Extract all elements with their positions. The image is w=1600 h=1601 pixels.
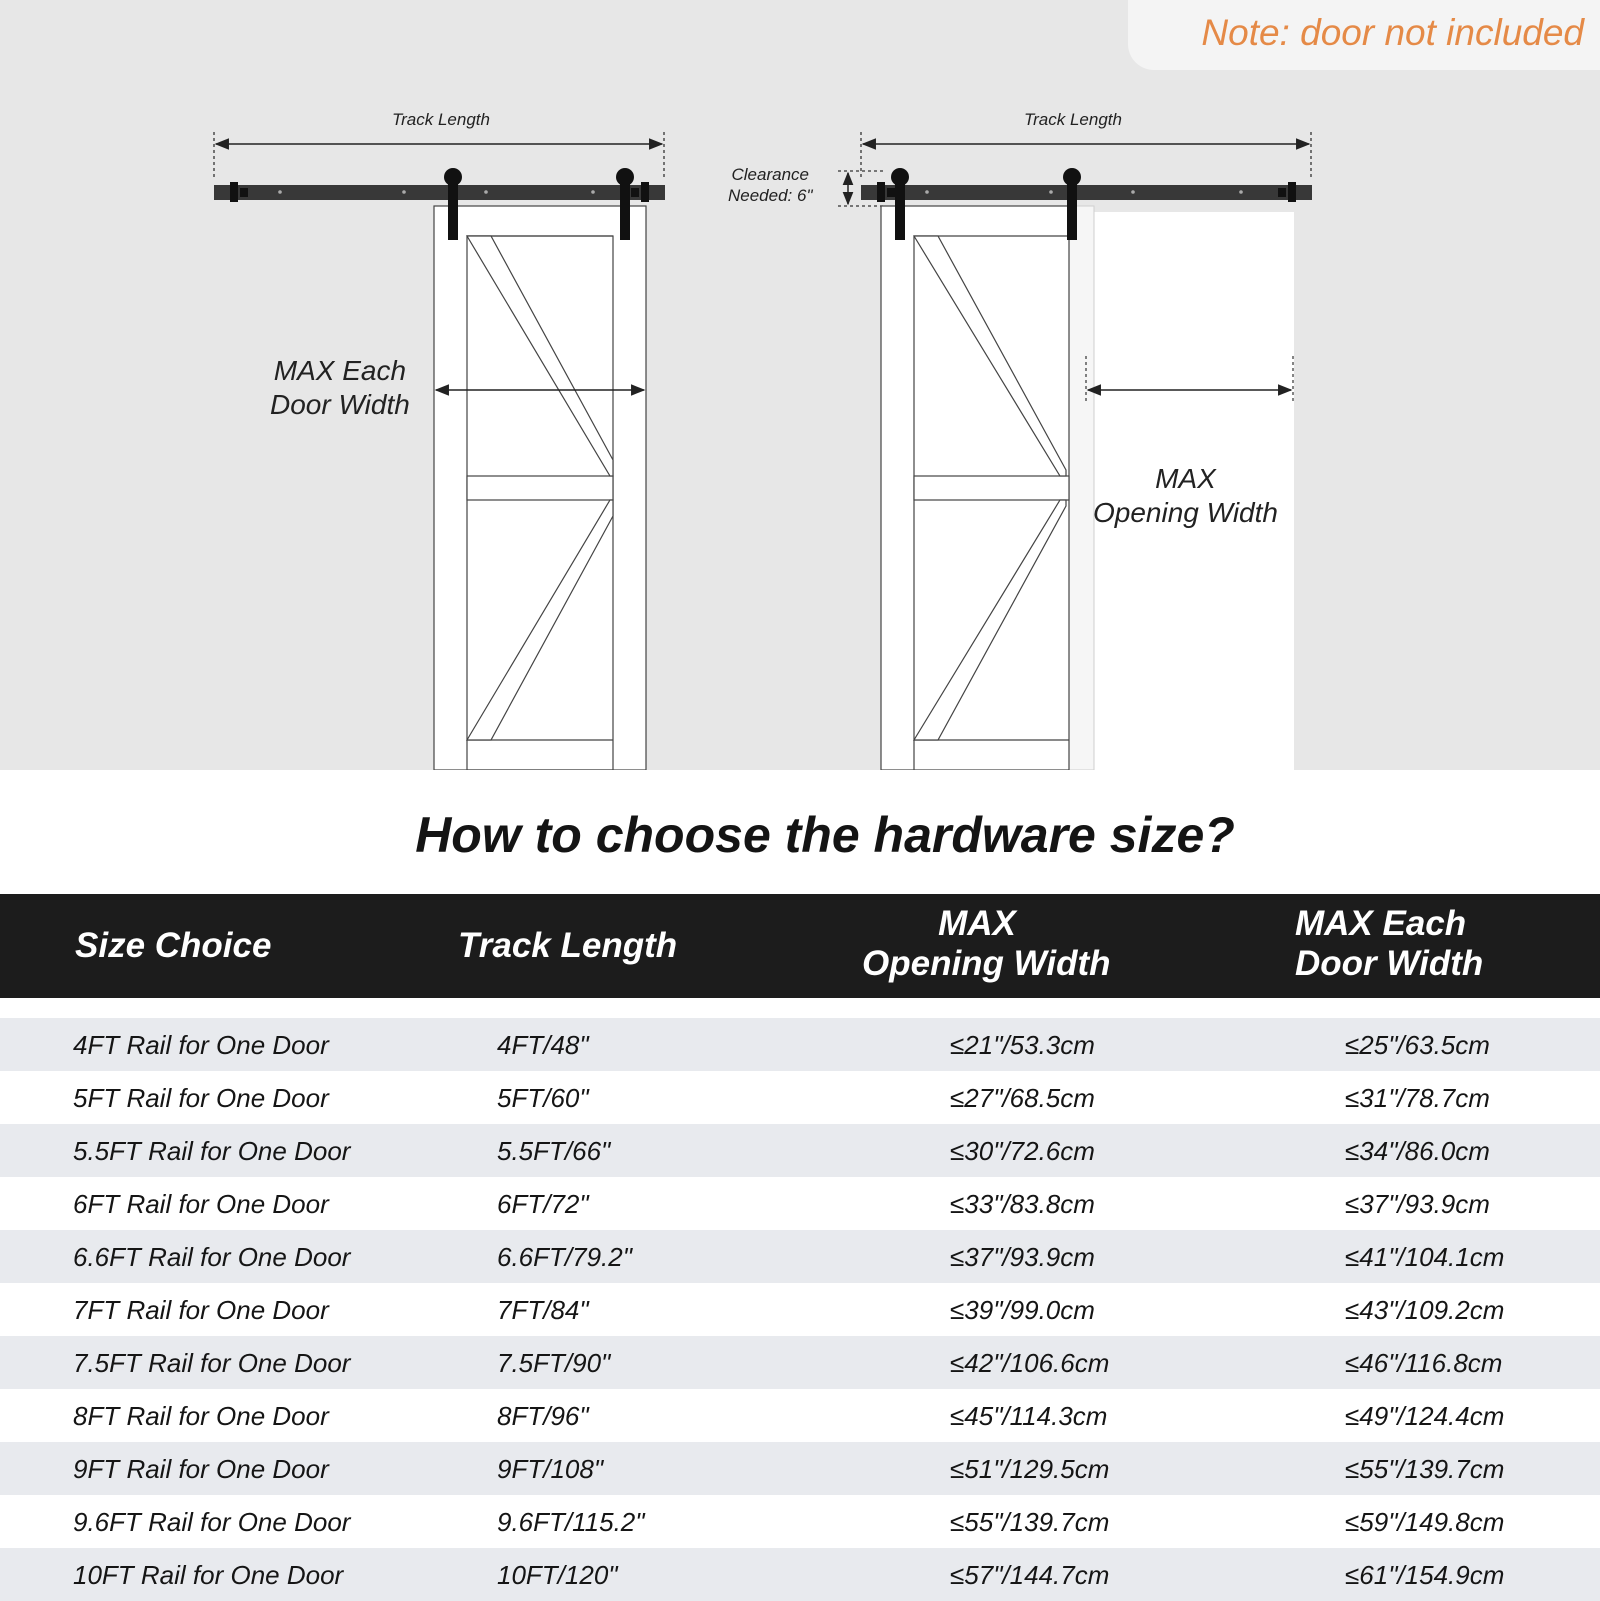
cell-size-choice: 10FT Rail for One Door <box>73 1560 344 1590</box>
cell-max-opening-width: ≤51"/129.5cm <box>950 1454 1110 1484</box>
cell-max-opening-width: ≤37"/93.9cm <box>950 1242 1095 1272</box>
header-max-door-width <box>1295 904 1483 984</box>
cell-max-door-width: ≤59"/149.8cm <box>1345 1507 1505 1537</box>
header-door-line2: Door Width <box>1295 944 1484 983</box>
cell-max-door-width: ≤25"/63.5cm <box>1345 1030 1490 1060</box>
table-row <box>0 1230 1600 1283</box>
right-track-length-label: Track Length <box>1024 110 1122 129</box>
cell-max-opening-width: ≤57"/144.7cm <box>950 1560 1110 1590</box>
cell-size-choice: 4FT Rail for One Door <box>73 1030 329 1060</box>
cell-track-length: 7FT/84" <box>497 1295 589 1325</box>
cell-max-door-width: ≤55"/139.7cm <box>1345 1454 1505 1484</box>
cell-track-length: 4FT/48" <box>497 1030 589 1060</box>
clearance-label <box>728 164 813 206</box>
table-row <box>0 1283 1600 1336</box>
header-track-length: Track Length <box>458 926 678 965</box>
cell-max-door-width: ≤43"/109.2cm <box>1345 1295 1505 1325</box>
left-track-length-dimension <box>214 132 664 180</box>
cell-size-choice: 6FT Rail for One Door <box>73 1189 329 1219</box>
table-row <box>0 1177 1600 1230</box>
table-row <box>0 1018 1600 1071</box>
cell-max-door-width: ≤31"/78.7cm <box>1345 1083 1490 1113</box>
cell-size-choice: 7FT Rail for One Door <box>73 1295 329 1325</box>
table-row <box>0 1389 1600 1442</box>
opening-width-label-line1: MAX <box>1155 463 1216 494</box>
cell-size-choice: 9.6FT Rail for One Door <box>73 1507 351 1537</box>
table-header <box>0 894 1600 998</box>
cell-max-door-width: ≤37"/93.9cm <box>1345 1189 1490 1219</box>
cell-max-door-width: ≤49"/124.4cm <box>1345 1401 1505 1431</box>
table-row <box>0 1336 1600 1389</box>
cell-size-choice: 7.5FT Rail for One Door <box>73 1348 351 1378</box>
cell-track-length: 9.6FT/115.2" <box>497 1507 645 1537</box>
header-door-line1: MAX Each <box>1295 904 1467 943</box>
cell-max-opening-width: ≤33"/83.8cm <box>950 1189 1095 1219</box>
left-door-width-label <box>270 354 410 422</box>
cell-max-opening-width: ≤27"/68.5cm <box>950 1083 1095 1113</box>
cell-size-choice: 6.6FT Rail for One Door <box>73 1242 351 1272</box>
header-max-opening-width <box>862 904 1111 984</box>
cell-track-length: 6.6FT/79.2" <box>497 1242 632 1272</box>
right-track-length-dimension <box>861 132 1311 180</box>
door-not-included-note: Note: door not included <box>1201 12 1584 53</box>
table-row <box>0 1071 1600 1124</box>
left-door <box>434 206 646 770</box>
cell-max-door-width: ≤61"/154.9cm <box>1345 1560 1505 1590</box>
cell-track-length: 10FT/120" <box>497 1560 618 1590</box>
cell-max-door-width: ≤46"/116.8cm <box>1345 1348 1503 1378</box>
cell-max-opening-width: ≤39"/99.0cm <box>950 1295 1095 1325</box>
cell-size-choice: 5FT Rail for One Door <box>73 1083 329 1113</box>
table-row <box>0 1442 1600 1495</box>
diagram-area <box>0 0 1600 770</box>
cell-max-door-width: ≤34"/86.0cm <box>1345 1136 1490 1166</box>
header-opening-line1: MAX <box>938 904 1016 943</box>
page-title: How to choose the hardware size? <box>415 807 1235 863</box>
cell-max-door-width: ≤41"/104.1cm <box>1345 1242 1505 1272</box>
door-edge-shadow <box>1068 206 1094 770</box>
cell-track-length: 6FT/72" <box>497 1189 589 1219</box>
door-width-label-line2: Door Width <box>270 389 410 420</box>
cell-size-choice: 5.5FT Rail for One Door <box>73 1136 351 1166</box>
cell-max-opening-width: ≤30"/72.6cm <box>950 1136 1095 1166</box>
left-track-length-label: Track Length <box>392 110 490 129</box>
cell-track-length: 7.5FT/90" <box>497 1348 611 1378</box>
right-door <box>881 206 1069 770</box>
barn-door-diagram <box>0 0 1600 770</box>
cell-max-opening-width: ≤42"/106.6cm <box>950 1348 1110 1378</box>
opening-width-label <box>1093 462 1278 530</box>
clearance-label-line2: Needed: 6" <box>728 186 813 205</box>
opening-width-label-line2: Opening Width <box>1093 497 1278 528</box>
table-row <box>0 1495 1600 1548</box>
table-row <box>0 1124 1600 1177</box>
table-row <box>0 1548 1600 1601</box>
cell-track-length: 8FT/96" <box>497 1401 589 1431</box>
cell-track-length: 5FT/60" <box>497 1083 589 1113</box>
door-width-label-line1: MAX Each <box>273 355 407 386</box>
cell-max-opening-width: ≤45"/114.3cm <box>950 1401 1108 1431</box>
size-table-body <box>0 1018 1600 1601</box>
cell-size-choice: 8FT Rail for One Door <box>73 1401 329 1431</box>
cell-track-length: 5.5FT/66" <box>497 1136 611 1166</box>
cell-size-choice: 9FT Rail for One Door <box>73 1454 329 1484</box>
header-size-choice: Size Choice <box>75 926 272 965</box>
cell-track-length: 9FT/108" <box>497 1454 604 1484</box>
header-opening-line2: Opening Width <box>862 944 1111 983</box>
cell-max-opening-width: ≤55"/139.7cm <box>950 1507 1110 1537</box>
cell-max-opening-width: ≤21"/53.3cm <box>950 1030 1095 1060</box>
clearance-label-line1: Clearance <box>731 165 809 184</box>
